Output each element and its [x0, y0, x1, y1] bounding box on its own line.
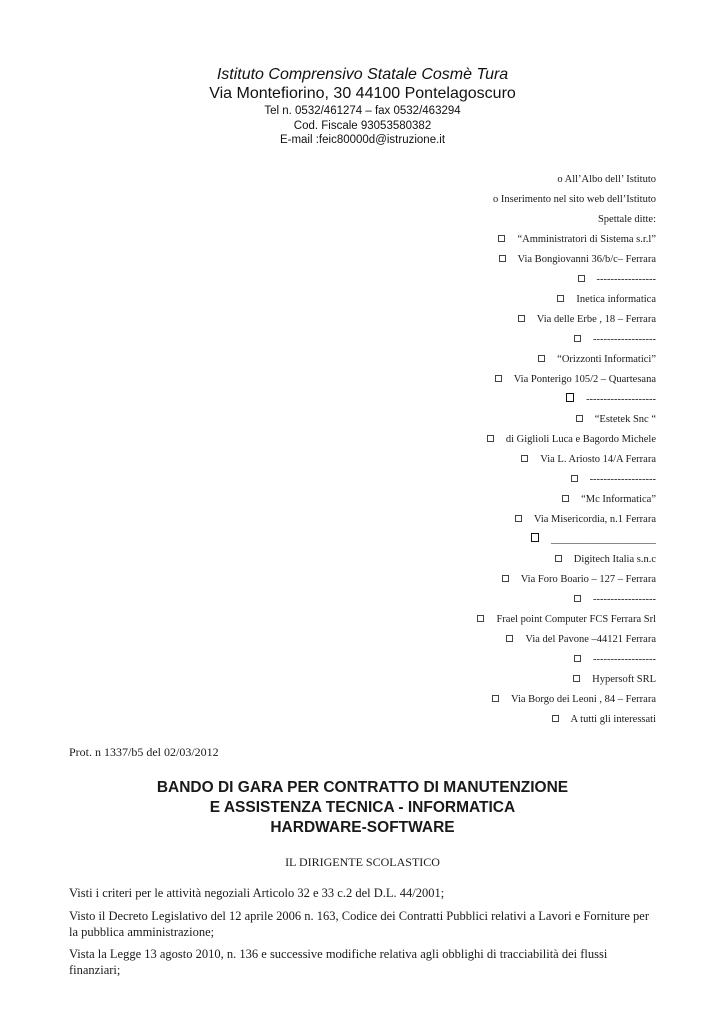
recipient-item [477, 450, 656, 470]
recipient-item [477, 370, 656, 390]
bullet-square-icon [515, 515, 522, 522]
title-line: HARDWARE-SOFTWARE [270, 819, 455, 836]
recipient-text: di Giglioli Luca e Bagordo Michele [505, 434, 656, 445]
recipient-text: Via del Pavone –44121 Ferrara [525, 634, 656, 645]
recipient-item [477, 690, 656, 710]
recipient-text: “Amministratori di Sistema s.r.l” [517, 234, 656, 245]
recipient-item [477, 470, 656, 490]
recipient-text: Via Bongiovanni 36/b/c– Ferrara [517, 254, 656, 265]
recipient-marker: o [492, 194, 499, 205]
bullet-square-icon [531, 533, 539, 542]
recipient-item [477, 530, 656, 550]
bullet-square-icon [555, 555, 562, 562]
recipient-list [477, 170, 656, 730]
bullet-square-icon [562, 495, 569, 502]
recipient-text: Frael point Computer FCS Ferrara Srl [496, 614, 656, 625]
bullet-square-icon [573, 675, 580, 682]
bullet-square-icon [502, 575, 509, 582]
bullet-square-icon [495, 375, 502, 382]
recipient-item [477, 650, 656, 670]
recipient-item [477, 330, 656, 350]
bullet-square-icon [498, 235, 505, 242]
bullet-square-icon [521, 455, 528, 462]
recipient-text: Hypersoft SRL [592, 674, 656, 685]
recipient-item [477, 190, 656, 210]
recipient-text: Inserimento nel sito web dell’Istituto [500, 194, 656, 205]
bullet-square-icon [492, 695, 499, 702]
bullet-square-icon [487, 435, 494, 442]
school-phone: Tel n. 0532/461274 – fax 0532/463294 [264, 105, 461, 117]
recipient-item [477, 390, 656, 410]
recipient-text: ------------------ [593, 654, 656, 665]
recipient-item [477, 570, 656, 590]
section-heading: IL DIRIGENTE SCOLASTICO [285, 855, 440, 869]
recipient-item [477, 170, 656, 190]
bullet-square-icon [574, 595, 581, 602]
bullet-square-icon [499, 255, 506, 262]
body-paragraph: Visti i criteri per le attività negoziali Articolo 32 e 33 c.2 del D.L. 44/2001; [69, 886, 445, 900]
recipient-item [477, 270, 656, 290]
fiscal-code: Cod. Fiscale 93053580382 [293, 120, 432, 132]
title-line: E ASSISTENZA TECNICA - INFORMATICA [209, 799, 516, 816]
bullet-square-icon [538, 355, 545, 362]
recipient-text: Via Borgo dei Leoni , 84 – Ferrara [511, 694, 656, 705]
recipient-text: Spettale ditte: [597, 214, 656, 225]
bullet-square-icon [566, 393, 574, 402]
recipient-text: A tutti gli interessati [570, 714, 656, 725]
recipient-item [477, 510, 656, 530]
recipient-text: “Orizzonti Informatici” [557, 354, 656, 365]
recipient-text: ------------------ [593, 594, 656, 605]
title-line: BANDO DI GARA PER CONTRATTO DI MANUTENZIONE [156, 779, 569, 796]
recipient-item [477, 290, 656, 310]
recipient-text: Inetica informatica [576, 294, 656, 305]
bullet-square-icon [574, 335, 581, 342]
recipient-item [477, 430, 656, 450]
recipient-item [477, 710, 656, 730]
bullet-square-icon [518, 315, 525, 322]
recipient-item [477, 250, 656, 270]
bullet-square-icon [576, 415, 583, 422]
recipient-item [477, 350, 656, 370]
recipient-text: Digitech Italia s.n.c [573, 554, 656, 565]
school-name: Istituto Comprensivo Statale Cosmè Tura [216, 66, 509, 83]
body-paragraph: Vista la Legge 13 agosto 2010, n. 136 e successive modifiche relativa agli obblighi di tracciabilità dei flussi finanziari; [69, 947, 608, 977]
recipient-item [477, 490, 656, 510]
recipient-text: ------------------ [593, 334, 656, 345]
bullet-square-icon [557, 295, 564, 302]
body-paragraph: Visto il Decreto Legislativo del 12 aprile 2006 n. 163, Codice dei Contratti Pubblici relativi a Lavori e Forniture per la pubblica amministrazione; [69, 909, 650, 939]
recipient-item [477, 550, 656, 570]
recipient-text: “Mc Informatica” [581, 494, 656, 505]
recipient-text: “Estetek Snc “ [594, 414, 656, 425]
recipient-text: Via L. Ariosto 14/A Ferrara [540, 454, 656, 465]
recipient-text: All’Albo dell’ Istituto [564, 174, 656, 185]
recipient-text: ------------------- [589, 474, 656, 485]
recipient-item [477, 610, 656, 630]
protocol-number: Prot. n 1337/b5 del 02/03/2012 [69, 745, 219, 759]
recipient-item [477, 230, 656, 250]
recipient-text: ____________________ [551, 534, 656, 545]
recipient-item [477, 670, 656, 690]
recipient-text: -------------------- [586, 394, 656, 405]
bullet-square-icon [477, 615, 484, 622]
recipient-item [477, 410, 656, 430]
bullet-square-icon [506, 635, 513, 642]
recipient-text: Via Misericordia, n.1 Ferrara [533, 514, 656, 525]
bullet-square-icon [574, 655, 581, 662]
recipient-marker: o [557, 174, 563, 185]
recipient-text: Via Ponterigo 105/2 – Quartesana [513, 374, 656, 385]
recipient-item [477, 210, 656, 230]
recipient-item [477, 310, 656, 330]
bullet-square-icon [578, 275, 585, 282]
school-address: Via Montefiorino, 30 44100 Pontelagoscuro [209, 85, 516, 102]
recipient-item [477, 630, 656, 650]
recipient-text: Via delle Erbe , 18 – Ferrara [536, 314, 656, 325]
bullet-square-icon [552, 715, 559, 722]
recipient-text: ----------------- [596, 274, 656, 285]
recipient-item [477, 590, 656, 610]
school-email: E-mail :feic80000d@istruzione.it [279, 134, 446, 146]
document-title [0, 778, 725, 838]
recipient-text: Via Foro Boario – 127 – Ferrara [520, 574, 656, 585]
bullet-square-icon [571, 475, 578, 482]
